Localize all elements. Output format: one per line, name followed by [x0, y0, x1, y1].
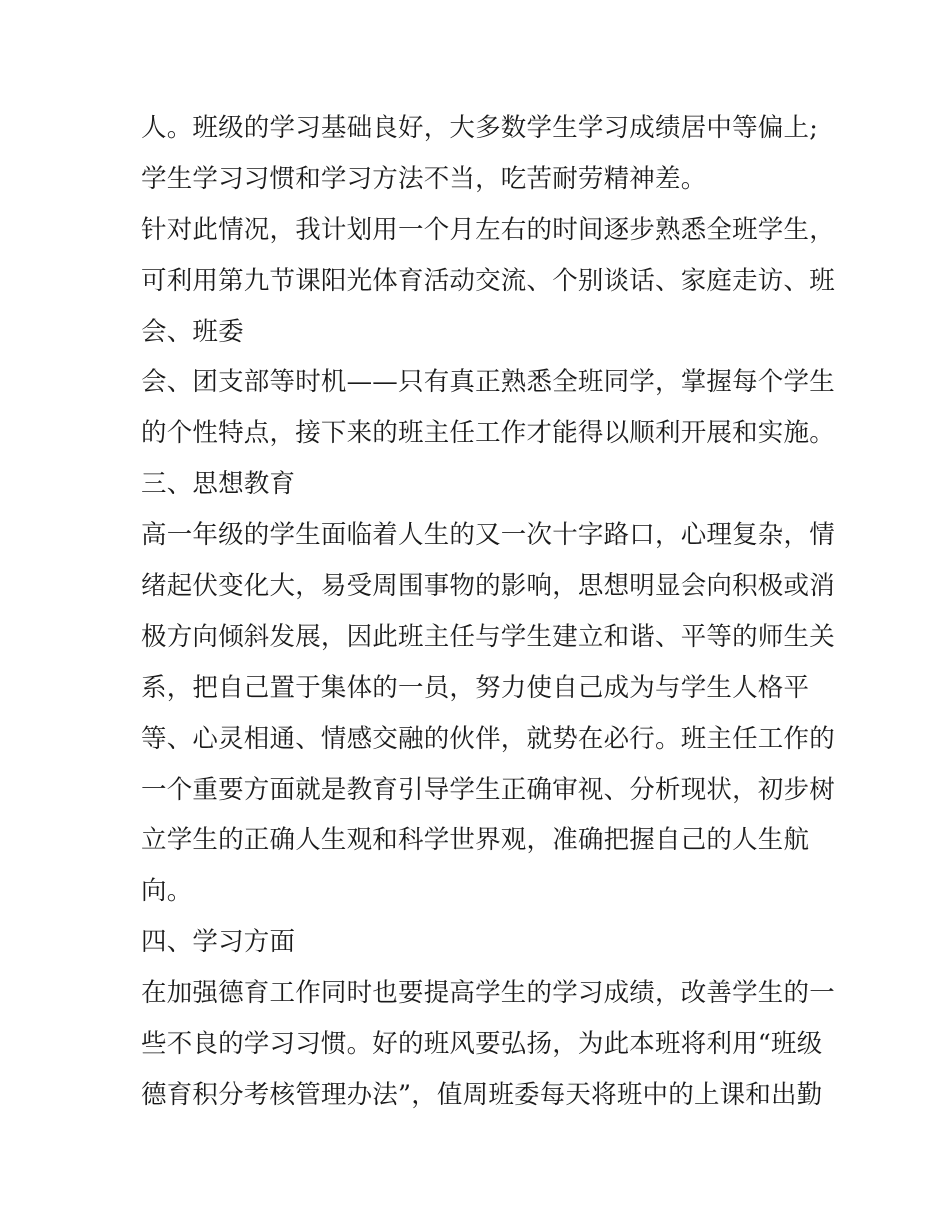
text-line: 极方向倾斜发展，因此班主任与学生建立和谐、平等的师生关 — [141, 621, 835, 652]
text-line: 高一年级的学生面临着人生的又一次十字路口，心理复杂，情 — [141, 520, 835, 551]
text-line: 系，把自己置于集体的一员，努力使自己成为与学生人格平 — [141, 672, 810, 703]
text-line: 针对此情况，我计划用一个月左右的时间逐步熟悉全班学生， — [141, 214, 835, 245]
text-line: 德育积分考核管理办法”，值周班委每天将班中的上课和出勤 — [141, 1079, 823, 1110]
section-heading: 四、学习方面 — [141, 927, 296, 958]
section-heading: 三、思想教育 — [141, 469, 296, 500]
text-line: 立学生的正确人生观和科学世界观，准确把握自己的人生航 — [141, 825, 810, 856]
text-line: 学生学习习惯和学习方法不当，吃苦耐劳精神差。 — [141, 163, 707, 194]
text-line: 人。班级的学习基础良好，大多数学生学习成绩居中等偏上; — [141, 113, 818, 143]
text-line: 绪起伏变化大，易受周围事物的影响，思想明显会向积极或消 — [141, 571, 835, 602]
text-line: 些不良的学习习惯。好的班风要弘扬，为此本班将利用“班级 — [141, 1029, 823, 1060]
text-line: 向。 — [141, 876, 193, 907]
text-line: 会、团支部等时机——只有真正熟悉全班同学，掌握每个学生 — [141, 367, 835, 398]
text-line: 的个性特点，接下来的班主任工作才能得以顺利开展和实施。 — [141, 418, 835, 449]
text-line: 等、心灵相通、情感交融的伙伴，就势在必行。班主任工作的 — [141, 723, 835, 754]
document-body — [141, 103, 835, 1121]
text-line: 会、班委 — [141, 316, 244, 347]
text-line: 一个重要方面就是教育引导学生正确审视、分析现状，初步树 — [141, 774, 835, 805]
text-line: 可利用第九节课阳光体育活动交流、个别谈话、家庭走访、班 — [141, 265, 835, 296]
text-line: 在加强德育工作同时也要提高学生的学习成绩，改善学生的一 — [141, 978, 835, 1009]
